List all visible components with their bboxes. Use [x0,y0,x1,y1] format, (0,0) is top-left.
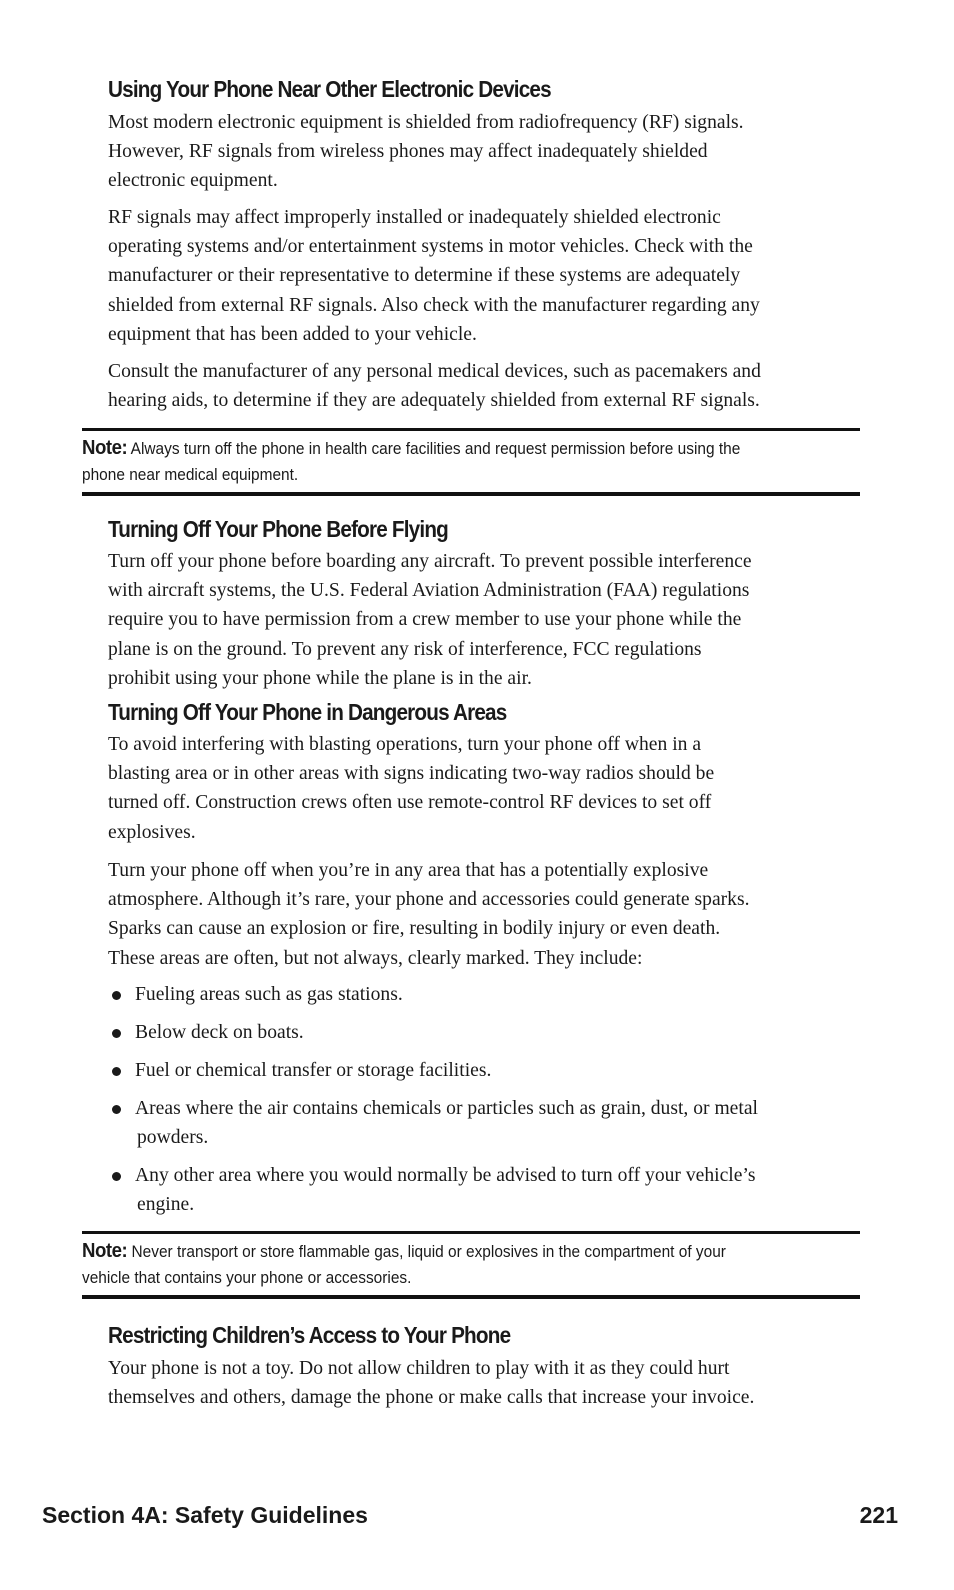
text-line: with aircraft systems, the U.S. Federal Aviation Administration (FAA) regulations [108,580,750,602]
note-line: vehicle that contains your phone or accessories. [82,1268,412,1287]
list-item [108,1018,878,1047]
text-line: However, RF signals from wireless phones may affect inadequately shielded [108,141,708,163]
text-line: These areas are often, but not always, clearly marked. They include: [108,947,643,969]
text-line: To avoid interfering with blasting operations, turn your phone off when in a [108,734,702,755]
list-item [108,1056,878,1085]
bullet-icon [112,1105,121,1114]
footer-page-number: 221 [859,1502,898,1528]
text-line: shielded from external RF signals. Also check with the manufacturer regarding any [108,294,760,316]
text-line: Fuel or chemical transfer or storage facilities. [135,1060,492,1081]
note-medical-equipment [82,428,860,496]
footer-section-title: Section 4A: Safety Guidelines [42,1502,368,1528]
note-line [82,435,806,462]
heading-dangerous-areas: Turning Off Your Phone in Dangerous Areas [108,699,507,725]
text-line: powders. [137,1127,209,1149]
bullet-icon [112,991,121,1000]
note-line: phone near medical equipment. [82,465,299,484]
text-line: Any other area where you would normally be advised to turn off your vehicle’s [135,1165,756,1186]
text-line: turned off. Construction crews often use remote-control RF devices to set off [108,792,712,814]
paragraph-aircraft [108,547,878,693]
text-line: Consult the manufacturer of any personal medical devices, such as pacemakers and [108,361,761,382]
text-line: atmosphere. Although it’s rare, your phone and accessories could generate sparks. [108,889,750,911]
list-item [108,1094,878,1152]
text-line: Most modern electronic equipment is shielded from radiofrequency (RF) signals. [108,112,744,133]
note-text: Never transport or store flammable gas, liquid or explosives in the compartment of your [131,1242,726,1261]
text-line: prohibit using your phone while the plane is in the air. [108,667,532,689]
text-line: Fueling areas such as gas stations. [135,984,403,1005]
heading-electronic-devices: Using Your Phone Near Other Electronic Devices [108,76,551,102]
note-line [82,1238,806,1265]
text-line: Turn off your phone before boarding any aircraft. To prevent possible interference [108,551,752,572]
paragraph-medical-devices [108,357,878,415]
note-text: Always turn off the phone in health care facilities and request permission before using the [130,439,741,458]
note-flammable-materials [82,1231,860,1299]
heading-before-flying: Turning Off Your Phone Before Flying [108,516,448,542]
note-label: Note: [82,1240,128,1262]
text-line: require you to have permission from a crew member to use your phone while the [108,609,742,631]
text-line: plane is on the ground. To prevent any risk of interference, FCC regulations [108,638,702,660]
text-line: RF signals may affect improperly installed or inadequately shielded electronic [108,207,721,228]
paragraph-explosive-atmosphere [108,856,878,973]
text-line: themselves and others, damage the phone or make calls that increase your invoice. [108,1387,755,1409]
bullet-icon [112,1029,121,1038]
list-item [108,980,878,1009]
text-line: Sparks can cause an explosion or fire, resulting in bodily injury or even death. [108,918,721,940]
heading-children-access: Restricting Children’s Access to Your Phone [108,1322,511,1348]
text-line: manufacturer or their representative to determine if these systems are adequately [108,265,741,287]
text-line: explosives. [108,821,196,843]
note-label: Note: [82,437,128,459]
paragraph-not-a-toy [108,1354,878,1412]
text-line: operating systems and/or entertainment systems in motor vehicles. Check with the [108,236,753,258]
text-line: Below deck on boats. [135,1022,304,1043]
list-item [108,1161,878,1219]
text-line: engine. [137,1194,195,1216]
text-line: Turn your phone off when you’re in any area that has a potentially explosive [108,860,709,881]
text-line: Your phone is not a toy. Do not allow children to play with it as they could hurt [108,1358,730,1379]
text-line: equipment that has been added to your vehicle. [108,323,477,345]
paragraph-vehicle-systems [108,203,878,349]
bullet-icon [112,1067,121,1076]
paragraph-blasting [108,730,878,847]
text-line: blasting area or in other areas with signs indicating two-way radios should be [108,763,715,785]
paragraph-rf-shielding [108,108,878,196]
bullet-icon [112,1172,121,1181]
text-line: Areas where the air contains chemicals or particles such as grain, dust, or metal [135,1098,758,1119]
text-line: hearing aids, to determine if they are adequately shielded from external RF signals. [108,390,760,412]
text-line: electronic equipment. [108,170,278,192]
